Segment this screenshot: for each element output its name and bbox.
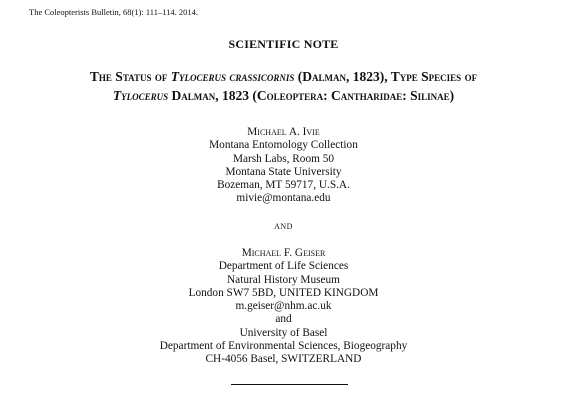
affiliation-line: Department of Life Sciences (218, 260, 349, 273)
affiliation-line: CH-4056 Basel, SWITZERLAND (205, 353, 362, 366)
affiliation-line: Marsh Labs, Room 50 (232, 152, 335, 165)
affiliation-conjunction: and (275, 313, 292, 326)
title-text: The Status of (89, 69, 171, 84)
author-email: mivie@montana.edu (236, 192, 331, 205)
horizontal-rule (231, 384, 348, 385)
affiliation-line: Bozeman, MT 59717, U.S.A. (217, 179, 350, 192)
and-separator: AND (274, 222, 293, 231)
journal-citation: The Coleopterists Bulletin, 68(1): 111–114. 2014. (29, 7, 199, 17)
title-text: (Dalman, 1823), Type Species of (294, 69, 478, 84)
author-name: Michael F. Geiser (241, 247, 326, 259)
affiliation-line: University of Basel (239, 326, 328, 339)
author-block-1 (0, 126, 567, 206)
article-title (0, 67, 567, 105)
affiliation-line: Montana State University (225, 165, 342, 178)
affiliation-line: Montana Entomology Collection (209, 139, 358, 152)
section-heading: SCIENTIFIC NOTE (228, 37, 339, 51)
author-block-2 (0, 247, 567, 367)
author-name: Michael A. Ivie (247, 126, 320, 138)
affiliation-line: Natural History Museum (227, 273, 340, 286)
genus-name: Tylocerus (112, 88, 169, 103)
affiliation-line: Department of Environmental Sciences, Biogeography (159, 340, 408, 353)
title-line-2 (0, 86, 567, 105)
author-email: m.geiser@nhm.ac.uk (235, 300, 332, 313)
affiliation-line: London SW7 5BD, UNITED KINGDOM (188, 286, 379, 299)
title-text: Dalman, 1823 (Coleoptera: Cantharidae: Silinae) (168, 88, 455, 103)
species-name: Tylocerus crassicornis (170, 69, 295, 84)
title-line-1 (0, 67, 567, 86)
